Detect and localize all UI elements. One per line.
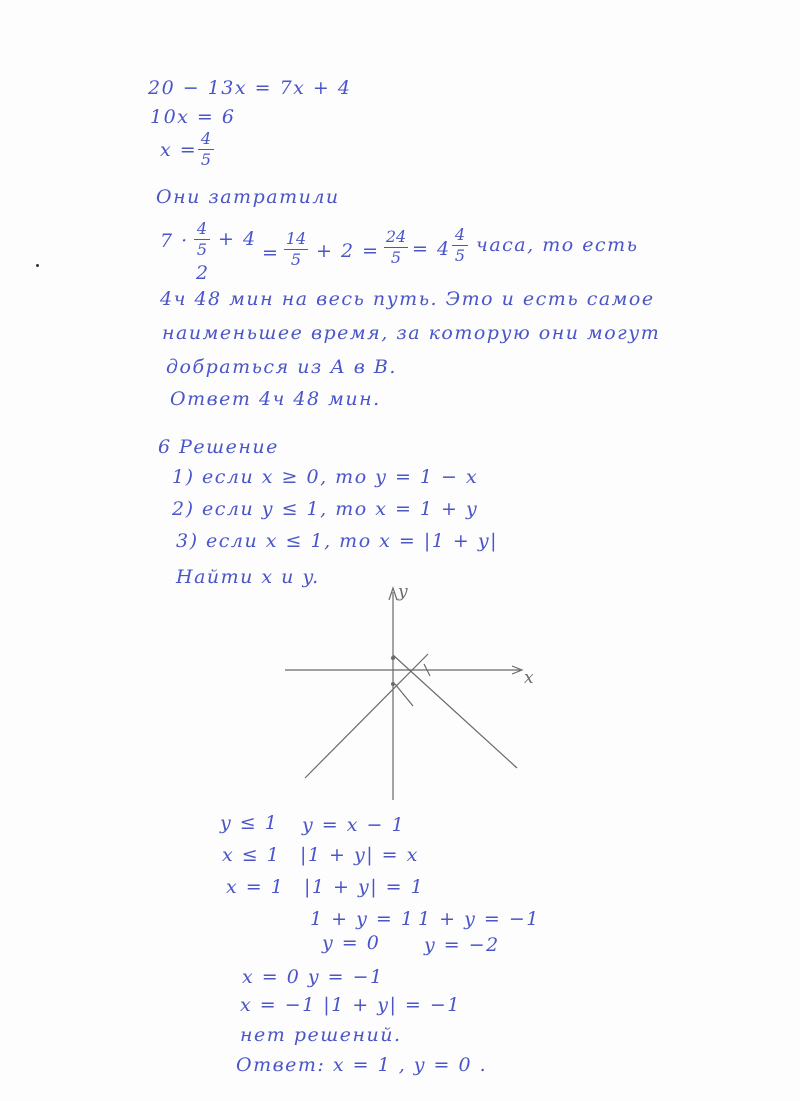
fraction-denominator: 5	[196, 240, 208, 259]
work-7: x = −1 |1 + y| = −1	[240, 994, 461, 1016]
find-xy: Найти x и y.	[176, 566, 320, 588]
answer-1: Ответ 4ч 48 мин.	[170, 388, 381, 410]
text-line-3: добраться из А в В.	[166, 356, 397, 378]
work-2a: x ≤ 1	[222, 844, 281, 866]
fraction-denominator: 5	[390, 248, 402, 267]
fraction-numerator: 4	[200, 129, 212, 148]
text-line-2: наименьшее время, за которую они могут	[162, 322, 661, 344]
work-8: нет решений.	[240, 1024, 402, 1046]
section-6-heading: 6 Решение	[158, 436, 279, 458]
fraction-numerator: 24	[385, 227, 407, 246]
work-1a: y ≤ 1	[220, 812, 279, 834]
equation-line-1: 20 − 13x = 7x + 4	[148, 77, 352, 99]
work-1b: y = x − 1	[302, 814, 406, 836]
calc-middle: + 2 =	[316, 240, 380, 262]
equation-line-3-lhs: x =	[160, 139, 198, 161]
condition-1: 1) если x ≥ 0, то y = 1 − x	[172, 466, 479, 488]
final-answer: Ответ: x = 1 , y = 0 .	[236, 1054, 488, 1076]
axis-y-label: y	[398, 582, 410, 602]
point-y1	[391, 656, 395, 660]
calc-tail: часа, то есть	[476, 234, 639, 256]
graph-line-2	[393, 655, 517, 768]
fraction-denominator: 5	[290, 250, 302, 269]
calc-numerator-part-2: + 4	[218, 228, 257, 250]
work-4a: 1 + y = 1	[310, 908, 415, 930]
work-3b: |1 + y| = 1	[304, 876, 425, 898]
spent-heading: Они затратили	[156, 186, 340, 208]
work-5a: y = 0	[322, 932, 381, 954]
point-ym1	[391, 682, 395, 686]
calc-denominator: 2	[196, 262, 210, 284]
condition-3: 3) если x ≤ 1, то x = |1 + y|	[176, 530, 499, 552]
equation-line-2: 10x = 6	[150, 106, 236, 128]
calc-numerator-part-1: 7 ·	[160, 230, 189, 252]
work-5b: y = −2	[424, 934, 500, 956]
work-3a: x = 1	[226, 876, 285, 898]
work-2b: |1 + y| = x	[300, 844, 419, 866]
graph-segment	[395, 684, 413, 706]
graph-line-1	[305, 654, 428, 778]
fraction-numerator: 4	[196, 219, 208, 238]
axis-x-label: x	[524, 668, 536, 688]
fraction-denominator: 5	[454, 246, 466, 265]
condition-2: 2) если y ≤ 1, то x = 1 + y	[172, 498, 479, 520]
fraction-numerator: 14	[285, 229, 307, 248]
fraction-denominator: 5	[200, 150, 212, 169]
fraction-numerator: 4	[454, 225, 466, 244]
text-line-1: 4ч 48 мин на весь путь. Это и есть самое	[160, 288, 655, 310]
calc-equals-2: = 4	[412, 238, 451, 260]
stray-dot	[36, 264, 39, 267]
calc-equals-1: =	[262, 242, 280, 264]
work-6: x = 0 y = −1	[242, 966, 384, 988]
work-4b: 1 + y = −1	[418, 908, 540, 930]
